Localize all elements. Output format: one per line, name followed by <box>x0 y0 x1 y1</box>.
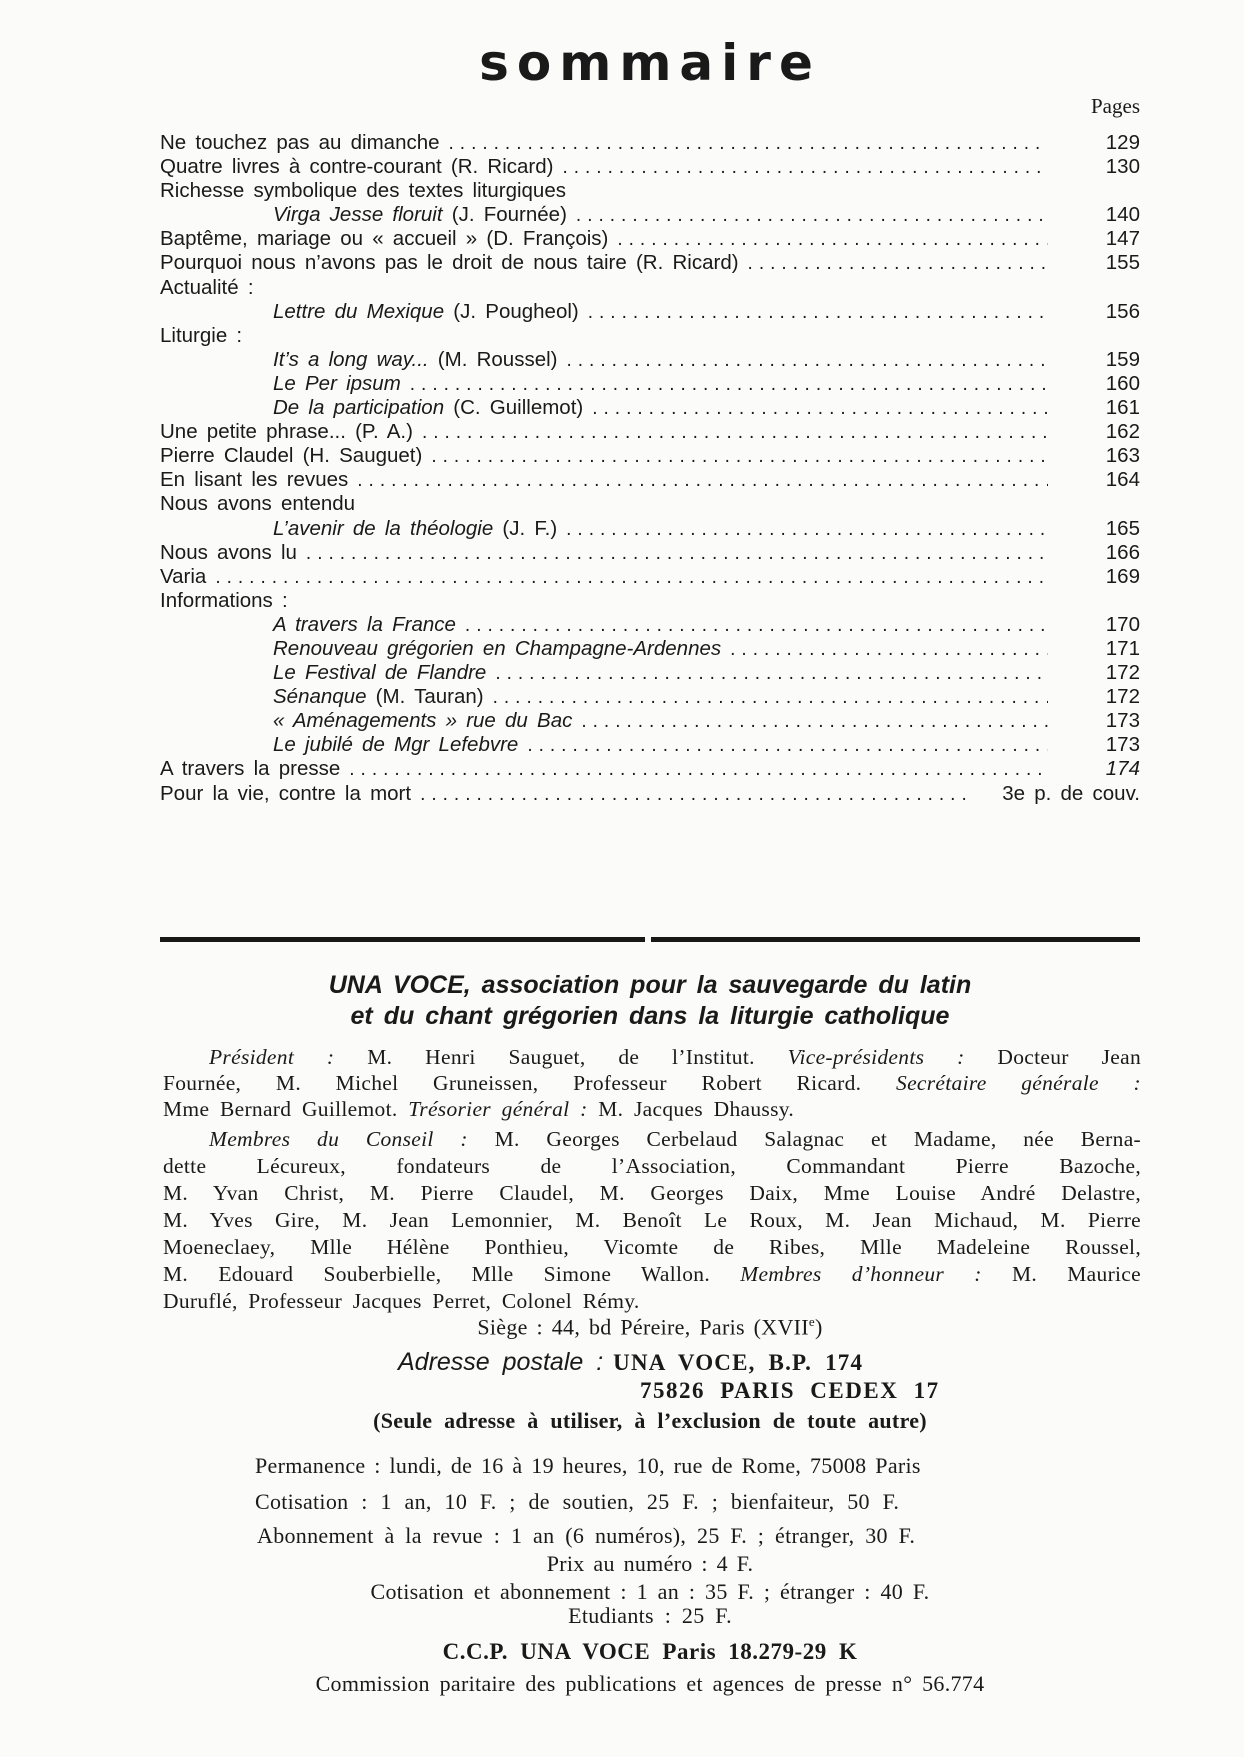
toc-entry-title <box>160 492 355 516</box>
toc-page-number: 173 <box>1105 709 1140 733</box>
toc-row <box>160 757 1140 781</box>
toc-page-number: 156 <box>1105 299 1140 323</box>
toc-entry-title <box>160 155 553 179</box>
toc-row <box>160 420 1140 444</box>
text-run: (M. Tauran) <box>366 685 484 709</box>
commission-paritaire-line: Commission paritaire des publications et agences de presse n° 56.774 <box>315 1671 985 1696</box>
toc-leader-dots <box>493 687 1048 709</box>
paragraph-line <box>163 1044 1141 1070</box>
text-run: M. Yves Gire, M. Jean Lemonnier, M. Benoît Le Roux, M. Jean Michaud, M. Pierre <box>163 1208 1141 1232</box>
italic-text-run: L’avenir de la théologie <box>273 516 494 540</box>
section-divider-rule <box>160 937 1140 942</box>
toc-leader-dots <box>215 567 1048 589</box>
toc-page-number: 147 <box>1105 227 1140 251</box>
toc-leader-dots <box>592 398 1048 420</box>
cotisation-line: Cotisation : 1 an, 10 F. ; de soutien, 25 F. ; bienfaiteur, 50 F. <box>255 1489 900 1514</box>
association-heading <box>160 970 1140 1032</box>
italic-text-run: Membres d’honneur : <box>740 1262 1012 1286</box>
page-title: sommaire <box>479 34 821 92</box>
toc-entry-title <box>273 203 567 227</box>
toc-leader-dots <box>588 302 1048 324</box>
italic-text-run: Président : <box>209 1045 368 1069</box>
postal-address-line <box>398 1348 863 1377</box>
toc-leader-dots <box>566 350 1048 372</box>
postal-address-value: UNA VOCE, B.P. 174 <box>613 1350 864 1375</box>
toc-page-number: 159 <box>1105 347 1140 371</box>
toc-entry-title <box>160 589 288 613</box>
siege-address-line <box>160 1314 1140 1340</box>
paragraph-line <box>163 1126 1141 1153</box>
toc-entry-title <box>160 541 297 565</box>
toc-leader-dots <box>465 615 1048 637</box>
italic-text-run: Le Per ipsum <box>273 371 401 395</box>
toc-entry-title <box>160 468 348 492</box>
postal-cedex-line: 75826 PARIS CEDEX 17 <box>640 1378 940 1403</box>
toc-page-number: 165 <box>1105 516 1140 540</box>
toc-page-number: 169 <box>1105 564 1140 588</box>
toc-row <box>160 637 1140 661</box>
toc-row <box>160 468 1140 492</box>
toc-page-number: 130 <box>1105 155 1140 179</box>
paragraph-line <box>163 1288 1141 1315</box>
toc-leader-dots <box>730 639 1048 661</box>
paragraph-line <box>163 1207 1141 1234</box>
text-run: Baptême, mariage ou « accueil » (D. François) <box>160 227 609 251</box>
toc-leader-dots <box>617 229 1048 251</box>
toc-page-number: 3e p. de couv. <box>1002 781 1140 805</box>
text-run: (J. Fournée) <box>442 203 567 227</box>
toc-leader-dots <box>431 446 1048 468</box>
paragraph-line <box>163 1153 1141 1180</box>
toc-leader-dots <box>581 711 1048 733</box>
cotisation-abonnement-line: Cotisation et abonnement : 1 an : 35 F. ; étranger : 40 F. <box>370 1579 930 1604</box>
toc-entry-title <box>160 227 608 251</box>
toc-row <box>160 131 1140 155</box>
toc-row <box>160 348 1140 372</box>
council-members-paragraph <box>163 1126 1141 1315</box>
toc-entry-title <box>160 179 566 203</box>
toc-row <box>160 324 1140 348</box>
abonnement-line: Abonnement à la revue : 1 an (6 numéros), 25 F. ; étranger, 30 F. <box>257 1523 916 1548</box>
toc-entry-title <box>160 444 422 468</box>
toc-row <box>160 179 1140 203</box>
text-run: Nous avons entendu <box>160 492 356 516</box>
toc-leader-dots <box>410 374 1048 396</box>
text-run: Ne touchez pas au dimanche <box>160 131 440 154</box>
toc-leader-dots <box>527 735 1048 757</box>
toc-row <box>160 227 1140 251</box>
italic-text-run: Renouveau grégorien en Champagne-Ardennes <box>273 636 722 660</box>
text-run: Varia <box>160 564 207 588</box>
toc-page-number: 172 <box>1105 661 1140 685</box>
italic-text-run: Le Festival de Flandre <box>273 661 487 685</box>
text-run: Pourquoi nous n’avons pas le droit de nous taire (R. Ricard) <box>160 251 739 275</box>
table-of-contents <box>160 131 1140 806</box>
toc-entry-title <box>273 709 572 733</box>
text-run: Moeneclaey, Mlle Hélène Ponthieu, Vicomte de Ribes, Mlle Madeleine Roussel, <box>163 1235 1141 1259</box>
toc-row <box>160 541 1140 565</box>
text-run: Informations : <box>160 588 288 612</box>
toc-row <box>160 300 1140 324</box>
text-run: ) <box>814 1314 823 1340</box>
toc-row <box>160 517 1140 541</box>
text-run: (J. F.) <box>493 516 558 540</box>
paragraph-line <box>163 1070 1141 1096</box>
italic-text-run: Secrétaire générale : <box>896 1071 1141 1095</box>
toc-row <box>160 251 1140 275</box>
toc-entry-title <box>273 396 583 420</box>
italic-text-run: Le jubilé de Mgr Lefebvre <box>273 733 519 757</box>
toc-entry-title <box>273 300 579 324</box>
paragraph-line <box>163 1234 1141 1261</box>
italic-text-run: Lettre du Mexique <box>273 299 445 323</box>
italic-text-run: De la participation <box>273 396 445 420</box>
toc-row <box>160 203 1140 227</box>
toc-page-number: 174 <box>1105 757 1140 781</box>
toc-row <box>160 733 1140 757</box>
toc-leader-dots <box>576 205 1048 227</box>
toc-page-number: 162 <box>1105 420 1140 444</box>
toc-entry-title <box>273 372 401 396</box>
text-run: M. Jacques Dhaussy. <box>598 1097 795 1121</box>
toc-page-number: 161 <box>1105 396 1140 420</box>
toc-entry-title <box>273 685 484 709</box>
ccp-line: C.C.P. UNA VOCE Paris 18.279-29 K <box>442 1639 858 1664</box>
toc-page-number: 170 <box>1105 612 1140 636</box>
toc-leader-dots <box>422 422 1048 444</box>
toc-row <box>160 589 1140 613</box>
toc-page-number: 163 <box>1105 444 1140 468</box>
toc-leader-dots <box>420 784 974 806</box>
italic-text-run: Virga Jesse floruit <box>273 203 443 227</box>
toc-page-number: 164 <box>1105 468 1140 492</box>
text-run: M. Georges Cerbelaud Salagnac et Madame, née Berna- <box>494 1127 1141 1151</box>
toc-entry-title <box>273 661 486 685</box>
text-run: Richesse symbolique des textes liturgiques <box>160 179 566 203</box>
toc-page-number: 172 <box>1105 685 1140 709</box>
text-run: e <box>808 1314 815 1329</box>
paragraph-line <box>163 1096 1141 1122</box>
text-run: (J. Pougheol) <box>444 299 579 323</box>
italic-text-run: Trésorier général : <box>408 1097 599 1121</box>
toc-row <box>160 685 1140 709</box>
toc-leader-dots <box>562 157 1048 179</box>
text-run: M. Henri Sauguet, de l’Institut. <box>367 1045 788 1069</box>
toc-row <box>160 372 1140 396</box>
toc-leader-dots <box>349 759 1048 781</box>
postal-address-label: Adresse postale : <box>398 1348 604 1376</box>
toc-entry-title <box>160 565 206 589</box>
toc-entry-title <box>160 420 413 444</box>
toc-entry-title <box>273 348 557 372</box>
association-heading-line2: et du chant grégorien dans la liturgie catholique <box>350 1002 950 1030</box>
italic-text-run: « Aménagements » rue du Bac <box>273 709 573 733</box>
toc-page-number: 173 <box>1105 733 1140 757</box>
text-run: (M. Roussel) <box>428 347 558 371</box>
association-heading-line1: UNA VOCE, association pour la sauvegarde du latin <box>328 971 972 999</box>
text-run: Fournée, M. Michel Gruneissen, Professeur Robert Ricard. <box>163 1071 897 1095</box>
italic-text-run: Membres du Conseil : <box>209 1127 495 1151</box>
italic-text-run: It’s a long way... <box>273 347 429 371</box>
toc-row <box>160 492 1140 516</box>
toc-entry-title <box>273 637 721 661</box>
text-run: Pierre Claudel (H. Sauguet) <box>160 444 423 468</box>
permanence-line: Permanence : lundi, de 16 à 19 heures, 10, rue de Rome, 75008 Paris <box>255 1453 921 1478</box>
toc-row <box>160 565 1140 589</box>
toc-row <box>160 444 1140 468</box>
toc-row <box>160 661 1140 685</box>
italic-text-run: A travers la France <box>273 612 456 636</box>
etudiants-line: Etudiants : 25 F. <box>568 1603 732 1628</box>
toc-entry-title <box>160 131 440 155</box>
toc-entry-title <box>160 757 340 781</box>
text-run: Mme Bernard Guillemot. <box>163 1097 409 1121</box>
toc-row <box>160 613 1140 637</box>
toc-row <box>160 709 1140 733</box>
text-run: En lisant les revues <box>160 468 349 492</box>
toc-row <box>160 396 1140 420</box>
toc-entry-title <box>160 324 242 348</box>
prix-numero-line: Prix au numéro : 4 F. <box>546 1551 754 1576</box>
toc-entry-title <box>273 517 557 541</box>
toc-page-number: 171 <box>1105 636 1140 660</box>
toc-entry-title <box>273 733 518 757</box>
italic-text-run: Vice-présidents : <box>787 1045 998 1069</box>
text-run: A travers la presse <box>160 757 341 781</box>
toc-page-number: 160 <box>1105 371 1140 395</box>
text-run: Siège : 44, bd Péreire, Paris (XVII <box>477 1314 809 1340</box>
text-run: M. Edouard Souberbielle, Mlle Simone Wallon. <box>163 1262 741 1286</box>
text-run: dette Lécureux, fondateurs de l’Association, Commandant Pierre Bazoche, <box>163 1154 1141 1178</box>
officers-paragraph <box>163 1044 1141 1122</box>
toc-page-number: 155 <box>1105 251 1140 275</box>
toc-page-number: 140 <box>1105 203 1140 227</box>
toc-entry-title <box>160 276 254 300</box>
italic-text-run: Sénanque <box>273 685 367 709</box>
text-run: Duruflé, Professeur Jacques Perret, Colonel Rémy. <box>163 1289 640 1313</box>
toc-entry-title <box>160 251 739 275</box>
text-run: Liturgie : <box>160 323 243 347</box>
text-run: M. Yvan Christ, M. Pierre Claudel, M. Georges Daix, Mme Louise André Delastre, <box>163 1181 1141 1205</box>
toc-row <box>160 155 1140 179</box>
exclusive-address-note: (Seule adresse à utiliser, à l’exclusion de toute autre) <box>373 1408 927 1433</box>
toc-row <box>160 782 1140 806</box>
toc-entry-title <box>160 782 411 806</box>
toc-entry-title <box>273 613 456 637</box>
toc-leader-dots <box>306 543 1048 565</box>
toc-leader-dots <box>748 253 1048 275</box>
text-run: Nous avons lu <box>160 540 297 564</box>
toc-leader-dots <box>357 470 1048 492</box>
text-run: Quatre livres à contre-courant (R. Ricard) <box>160 155 554 179</box>
toc-leader-dots <box>449 133 1048 155</box>
toc-leader-dots <box>566 519 1048 541</box>
toc-page-number: 166 <box>1105 540 1140 564</box>
paragraph-line <box>163 1261 1141 1288</box>
paragraph-line <box>163 1180 1141 1207</box>
text-run: Docteur Jean <box>997 1045 1141 1069</box>
toc-page-number: 129 <box>1105 131 1140 154</box>
toc-row <box>160 276 1140 300</box>
text-run: M. Maurice <box>1011 1262 1141 1286</box>
text-run: Une petite phrase... (P. A.) <box>160 420 413 444</box>
pages-column-label: Pages <box>1091 94 1140 118</box>
text-run: Actualité : <box>160 275 254 299</box>
text-run: Pour la vie, contre la mort <box>160 781 412 805</box>
toc-leader-dots <box>495 663 1048 685</box>
text-run: (C. Guillemot) <box>444 396 584 420</box>
